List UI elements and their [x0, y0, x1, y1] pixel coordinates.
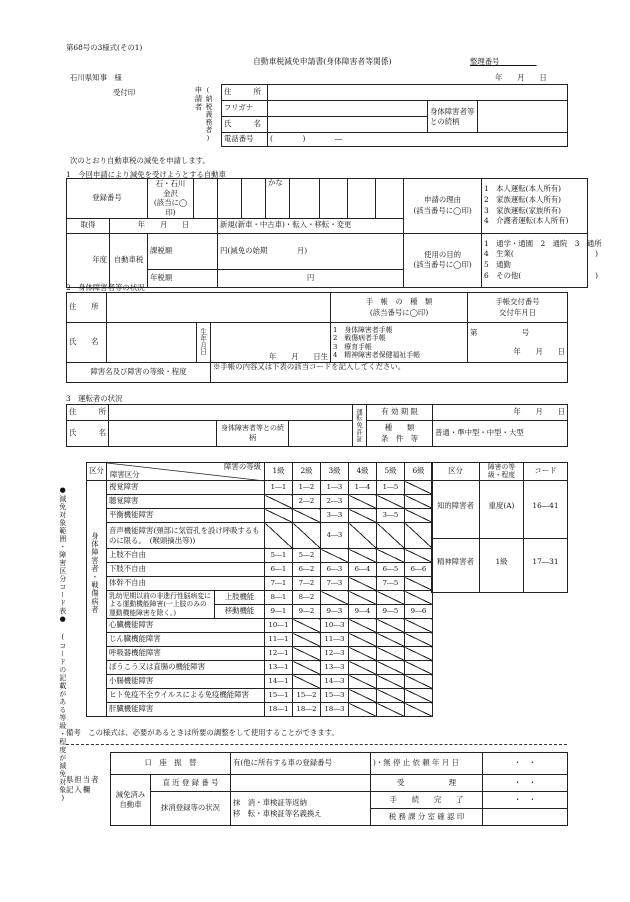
disability-code [293, 509, 321, 523]
disability-class: ぼうこう又は直腸の機能障害 [107, 661, 265, 675]
license-valid-date[interactable]: 年 月 日 [433, 405, 568, 421]
accept-label: 受 理 [371, 775, 483, 792]
person-name-label: 氏 名 [67, 323, 107, 363]
person-address-label: 住 所 [67, 293, 107, 323]
grade-head: 6級 [405, 463, 433, 481]
disability-code [405, 619, 433, 633]
other-code-head: コード [524, 463, 568, 481]
furigana-field[interactable] [268, 101, 428, 117]
disability-code [377, 619, 405, 633]
disability-code [405, 481, 433, 495]
disability-code: 5―2 [293, 549, 321, 563]
other-owner-end[interactable]: )・無 停 止 依 頼 年 月 日 [371, 753, 483, 775]
disability-code: 15―2 [293, 689, 321, 703]
disability-code: 7―3 [321, 577, 349, 591]
cancel-label: 抹消登録等の状況 [151, 792, 231, 826]
grade-head: 5級 [377, 463, 405, 481]
applicant-side-label: 申請者 [194, 86, 203, 112]
disability-code [349, 591, 377, 605]
disability-code [349, 577, 377, 591]
page-title: 自動車税減免申請書(身体障害者等関係) [253, 57, 392, 66]
disability-code: 6―6 [405, 563, 433, 577]
disability-code [377, 647, 405, 661]
disability-code: 11―3 [321, 633, 349, 647]
stop-date-value[interactable]: ・ ・ [483, 753, 568, 775]
phone-field[interactable]: ( ) ― [268, 133, 568, 147]
disability-code [377, 703, 405, 717]
handbook-list[interactable]: 1 身体障害者手帳 2 戦傷病者手帳 3 療育手帳 4 精神障害者保健福祉手帳 [331, 323, 468, 363]
driver-table [66, 404, 568, 447]
section3-title: 3 運転者の状況 [66, 394, 123, 403]
disability-code: 6―2 [293, 563, 321, 577]
disability-class: 視覚障害 [107, 481, 265, 495]
disability-code [349, 619, 377, 633]
disability-code [405, 591, 433, 605]
disability-code [265, 495, 293, 509]
disability-code [349, 495, 377, 509]
issue-head: 手帳交付番号 交付年月日 [468, 293, 568, 323]
disability-code [265, 509, 293, 523]
grade-head: 4級 [349, 463, 377, 481]
disability-code: 9―3 [321, 605, 349, 619]
disability-code: 4―3 [321, 523, 349, 549]
vehicle-table [66, 178, 602, 288]
disability-code: 1―5 [377, 481, 405, 495]
account-transfer-label: 口 座 振 替 [111, 753, 231, 775]
disability-code [405, 647, 433, 661]
disability-code [349, 523, 377, 549]
procedure-label: 手 続 完 了 [371, 792, 483, 809]
disability-code: 1―1 [265, 481, 293, 495]
disability-class: 聴覚障害 [107, 495, 265, 509]
disability-code [405, 703, 433, 717]
purpose-label: 使用の目的 (該当番号に◯印) [404, 233, 482, 287]
birth-label: 生年月日 [197, 323, 211, 363]
disability-code [349, 661, 377, 675]
disability-code: 1―3 [321, 481, 349, 495]
section1-title: 1 今回申請により減免を受けようとする自動車 [66, 170, 226, 179]
disability-code [349, 675, 377, 689]
form-number: 第68号の3様式(その1) [66, 43, 143, 52]
disability-code: 13―3 [321, 661, 349, 675]
other-grade-head: 障害の等級・程度 [480, 463, 524, 481]
issue-cell[interactable]: 第 号 年 月 日 [468, 323, 568, 363]
reception-stamp-label: 受付印 [113, 88, 136, 97]
disability-code [377, 689, 405, 703]
driver-relation-field[interactable] [289, 421, 353, 447]
disability-class: 小腸機能障害 [107, 675, 265, 689]
exempt-car-label: 減免済み自動車 [111, 775, 151, 826]
address-field[interactable] [268, 85, 568, 101]
disability-code: 13―1 [265, 661, 293, 675]
disability-code: 18―2 [293, 703, 321, 717]
disability-code: 7―5 [377, 577, 405, 591]
person-name-field[interactable] [107, 323, 197, 363]
disability-code: 6―1 [265, 563, 293, 577]
disability-code [405, 577, 433, 591]
intellectual-grade: 重度(A) [480, 495, 524, 519]
reg-box[interactable] [348, 179, 376, 219]
disability-code: 9―1 [265, 605, 293, 619]
code-table-side-note: ●減免対象範囲・障害区分コード表● (コードの記載がある等級・程度が減免対象) [58, 486, 67, 803]
disability-code [405, 633, 433, 647]
disability-code [293, 619, 321, 633]
disability-code [405, 689, 433, 703]
driver-relation-label: 身体障害者等との続柄 [217, 421, 289, 447]
disability-code: 8―1 [265, 591, 293, 605]
acquisition-kind[interactable]: 新規(新車・中古車)・転入・移転・変更 [218, 218, 404, 233]
reg-box[interactable] [242, 179, 266, 219]
other-owner-field[interactable]: 有(他に所有する車の登録番号 [231, 753, 371, 775]
license-condition-label: 種 類 条 件 等 [367, 421, 433, 447]
disability-class: 呼吸器機能障害 [107, 647, 265, 661]
disability-code [349, 549, 377, 563]
reg-box[interactable] [218, 179, 242, 219]
disability-class: 平衡機能障害 [107, 509, 265, 523]
fiscal-year-label: 年度 [67, 233, 110, 287]
assessment-label: 課税額 [148, 233, 218, 269]
annual-tax-label: 年税額 [148, 269, 218, 287]
office-side-label: 県担当者記入欄 [66, 775, 100, 794]
disability-class: 心臓機能障害 [107, 619, 265, 633]
driver-address-field[interactable] [109, 405, 353, 421]
disability-code: 15―1 [265, 689, 293, 703]
disability-code: 7―1 [265, 577, 293, 591]
acquisition-date[interactable]: 年 月 日 [110, 218, 218, 233]
disability-code: 12―3 [321, 647, 349, 661]
application-date: 年 月 日 [495, 73, 547, 82]
disability-code [405, 509, 433, 523]
reg-place: 石・石川 金沢 (該当に◯印) [148, 179, 194, 219]
name-label: 氏 名 [222, 117, 268, 133]
disability-code [377, 495, 405, 509]
disability-code [405, 495, 433, 509]
disability-subclass: 上肢機能 [215, 591, 265, 605]
disability-code [321, 549, 349, 563]
reg-kana: かな [266, 179, 290, 219]
mental-label: 精神障害者 [432, 553, 480, 573]
disability-code: 2―3 [321, 495, 349, 509]
addressee: 石川県知事 様 [70, 73, 122, 82]
disability-code: 9―6 [405, 605, 433, 619]
furigana-label: フリガナ [222, 101, 268, 117]
disability-code [377, 661, 405, 675]
assessment-value[interactable]: 円(減免の始期 月) [218, 233, 404, 269]
disability-code [349, 633, 377, 647]
disability-code [265, 523, 293, 549]
person-address-field[interactable] [107, 293, 331, 323]
disability-code: 14―1 [265, 675, 293, 689]
disability-code: 15―3 [321, 689, 349, 703]
disability-class: 上肢不自由 [107, 549, 265, 563]
mental-grade: 1級 [480, 553, 524, 573]
intellectual-label: 知的障害者 [432, 495, 480, 519]
disability-code [377, 675, 405, 689]
applicant-side-sub: (納税義務者) [204, 86, 212, 143]
disability-code: 9―5 [377, 605, 405, 619]
disability-class: ヒト免疫不全ウイルスによる免疫機能障害 [107, 689, 265, 703]
disability-code [293, 661, 321, 675]
disability-code: 1―4 [349, 481, 377, 495]
check-label: 税 務 課 分 室 確 認 印 [371, 809, 483, 826]
disability-code [349, 509, 377, 523]
person-table [66, 292, 568, 383]
address-label: 住 所 [222, 85, 268, 101]
purpose-list[interactable]: 1 通学・通園 2 通院 3 通所 4 生業( ) 5 通勤 6 その他( ) [482, 233, 588, 287]
disability-class: 肝臓機能障害 [107, 703, 265, 717]
grade-head: 3級 [321, 463, 349, 481]
mental-code: 17―31 [524, 553, 568, 573]
disability-class: 体幹不自由 [107, 577, 265, 591]
disability-code: 3―3 [321, 509, 349, 523]
disability-code [377, 523, 405, 549]
license-condition-value[interactable]: 普通・準中型・中型・大型 [433, 421, 568, 447]
disability-code [405, 661, 433, 675]
phone-label: 電話番号 [222, 133, 268, 147]
disability-code [405, 675, 433, 689]
reason-label: 申請の理由 (該当番号に◯印) [404, 179, 482, 234]
applicant-table [221, 84, 568, 147]
intro-text: 次のとおり自動車税の減免を申請します。 [70, 156, 210, 165]
procedure-date[interactable]: ・ ・ [483, 792, 568, 809]
reason-list[interactable]: 1 本人運転(本人所有) 2 家族運転(本人所有) 3 家族運転(家族所有) 4 介護者運転(本人所有) [482, 179, 588, 234]
disability-code: 8―2 [293, 591, 321, 605]
disability-code: 5―1 [265, 549, 293, 563]
driver-name-label: 氏 名 [67, 421, 109, 447]
disability-code [293, 523, 321, 549]
reference-number-label: 整理番号 [470, 57, 500, 66]
tax-label: 自動車税 [110, 233, 148, 287]
grade-class-head: 障害の等級 障害区分 [107, 463, 265, 481]
disability-label: 障害名及び障害の等級・程度 [67, 363, 211, 383]
name-field[interactable] [268, 117, 428, 133]
reg-box[interactable] [320, 179, 348, 219]
disability-code: 2―2 [293, 495, 321, 509]
disability-code [293, 633, 321, 647]
disability-code [377, 633, 405, 647]
office-table [110, 752, 568, 826]
accept-date[interactable]: ・ ・ [483, 775, 568, 792]
license-label: 運転免許証 [353, 405, 367, 447]
disability-code [349, 703, 377, 717]
disability-class: 下肢不自由 [107, 563, 265, 577]
annual-tax-value[interactable]: 円 [218, 269, 404, 287]
grade-head: 1級 [265, 463, 293, 481]
check-field[interactable] [483, 809, 568, 826]
birth-date[interactable]: 年 月 日生 [211, 323, 331, 363]
physical-disability-group: 身体障害者・戦傷病者 [91, 532, 100, 614]
disability-code: 11―1 [265, 633, 293, 647]
intellectual-code: 16―41 [524, 495, 568, 519]
license-valid-label: 有 効 期 限 [367, 405, 433, 421]
disability-code: 6―4 [349, 563, 377, 577]
disability-code: 18―3 [321, 703, 349, 717]
disability-code [293, 647, 321, 661]
relation-field[interactable] [478, 101, 568, 133]
relation-label: 身体障害者等との続柄 [428, 101, 478, 133]
disability-code [405, 523, 433, 549]
disability-code: 12―1 [265, 647, 293, 661]
disability-code: 9―4 [349, 605, 377, 619]
disability-code: 3―5 [377, 509, 405, 523]
disability-code [377, 591, 405, 605]
reg-box[interactable] [194, 179, 218, 219]
grade-head: 2級 [293, 463, 321, 481]
disability-code [349, 647, 377, 661]
disability-code: 1―2 [293, 481, 321, 495]
disability-code: 6―5 [377, 563, 405, 577]
disability-note[interactable]: ※手帳の内容又は下表の該当コードを記入してください。 [211, 363, 568, 383]
disability-class: 音声機能障害(頸部に気管孔を設け呼吸するものに限る。 (喉頭摘出等)) [107, 523, 265, 549]
recent-reg-label: 直 近 登 録 番 号 [151, 775, 231, 792]
cerebral-palsy-label: 乳幼児期以前の非進行性脳病変による運動機能障害(一上肢のみの運動機能障害を除く。) [107, 591, 215, 619]
driver-name-field[interactable] [109, 421, 217, 447]
handbook-head: 手 帳 の 種 類 (該当番号に◯印) [331, 293, 468, 323]
disability-code: 10―1 [265, 619, 293, 633]
disability-code: 10―3 [321, 619, 349, 633]
disability-subclass: 移動機能 [215, 605, 265, 619]
reg-box[interactable] [376, 179, 404, 219]
other-kubun-head: 区分 [432, 463, 480, 481]
disability-code: 14―3 [321, 675, 349, 689]
disability-code [377, 549, 405, 563]
other-code-table [431, 462, 568, 593]
reg-no-label: 登録番号 [67, 179, 148, 219]
disability-code: 9―2 [293, 605, 321, 619]
disability-code [293, 675, 321, 689]
disability-code [349, 689, 377, 703]
disability-code [321, 591, 349, 605]
kubun-head: 区分 [87, 463, 107, 481]
recent-reg-field[interactable] [231, 775, 371, 792]
reg-box[interactable] [290, 179, 320, 219]
code-table [86, 462, 433, 717]
driver-address-label: 住 所 [67, 405, 109, 421]
disability-code: 7―2 [293, 577, 321, 591]
disability-code: 6―3 [321, 563, 349, 577]
disability-code: 18―1 [265, 703, 293, 717]
disability-code [405, 549, 433, 563]
disability-class: じん臓機能障害 [107, 633, 265, 647]
section2-title: 2 身体障害者等の状況 [66, 283, 145, 292]
remark-text: 備考 この様式は、必要があるときは所要の調整をして使用することができます。 [66, 728, 339, 737]
cancel-status[interactable]: 抹 消・車検証等返納 移 転・車検証等名義換え [231, 792, 371, 826]
acquisition-label: 取得 [67, 218, 110, 233]
